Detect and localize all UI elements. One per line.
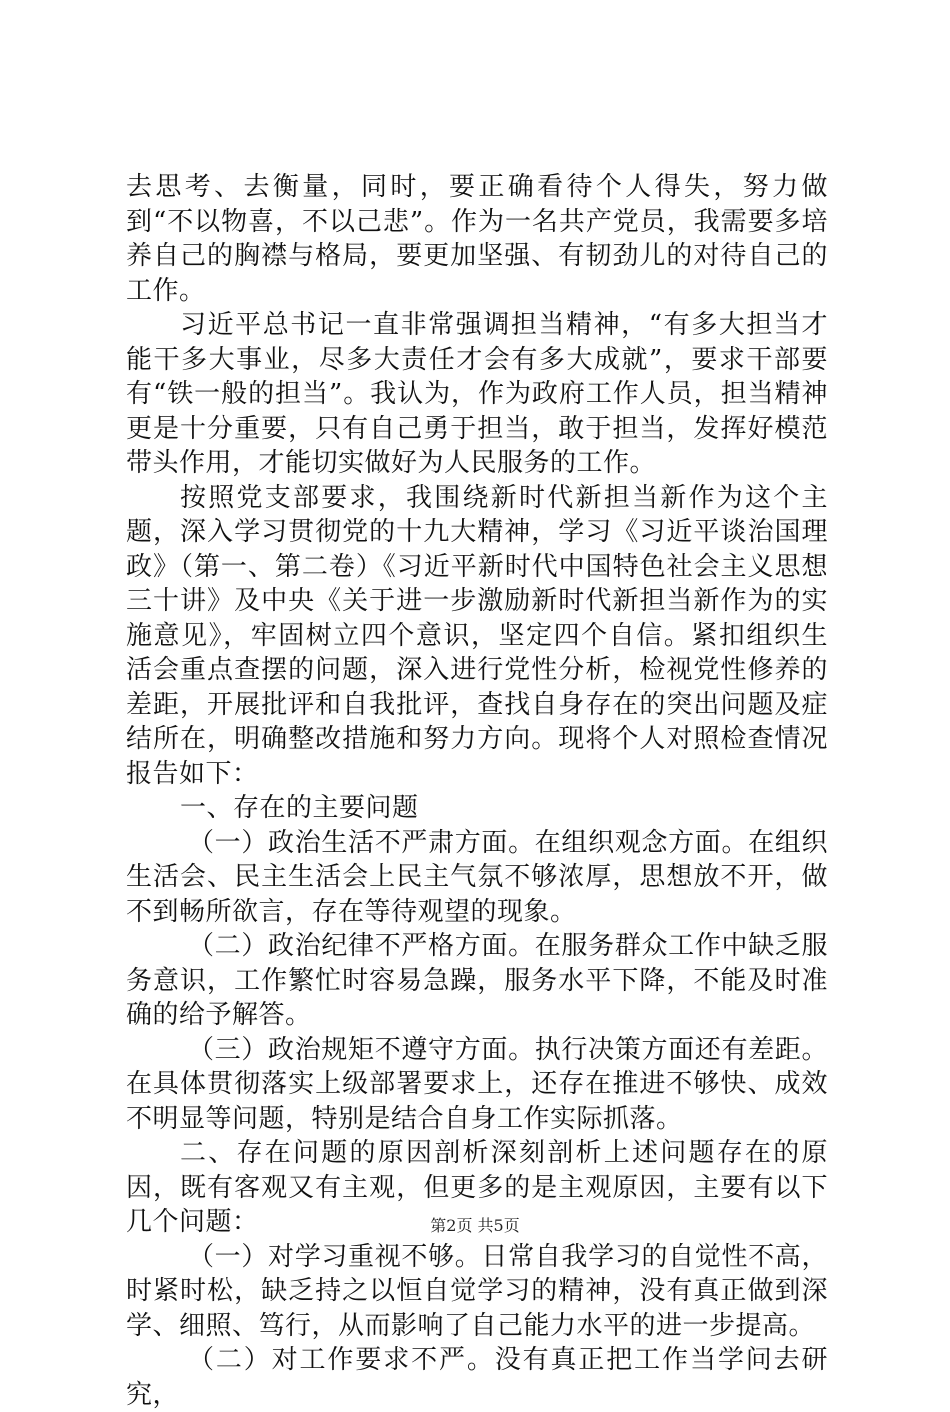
problem-item-2: （二）政治纪律不严格方面。在服务群众工作中缺乏服务意识，工作繁忙时容易急躁，服务水平下降，不能及时准确的给予解答。 (126, 931, 828, 1030)
section-heading-main-problems: 一、存在的主要问题 (180, 793, 419, 823)
cause-item-1: （一）对学习重视不够。日常自我学习的自觉性不高，时紧时松，缺乏持之以恒自觉学习的精神，没有真正做到深学、细照、笃行，从而影响了自己能力水平的进一步提高。 (126, 1241, 828, 1341)
paragraph-responsibility: 习近平总书记一直非常强调担当精神，“有多大担当才能干多大事业，尽多大责任才会有多大成就”，要求干部要有“铁一般的担当”。我认为，作为政府工作人员，担当精神更是十分重要，只有自己勇于担当，敢于担当，发挥好模范带头作用，才能切实做好为人民服务的工作。 (126, 310, 828, 478)
paragraph-study-intro: 按照党支部要求，我围绕新时代新担当新作为这个主题，深入学习贯彻党的十九大精神，学习《习近平谈治国理政》（第一、第二卷）《习近平新时代中国特色社会主义思想三十讲》及中央《关于进一步激励新时代新担当新作为的实施意见》，牢固树立四个意识，坚定四个自信。紧扣组织生活会重点查摆的问题，深入进行党性分析，检视党性修养的差距，开展批评和自我批评，查找自身存在的突出问题及症结所在，明确整改措施和努力方向。现将个人对照检查情况报告如下： (126, 482, 828, 789)
paragraph-continuation: 去思考、去衡量，同时，要正确看待个人得失，努力做到“不以物喜，不以己悲”。作为一名共产党员，我需要多培养自己的胸襟与格局，要更加坚强、有韧劲儿的对待自己的工作。 (126, 172, 828, 306)
problem-item-3: （三）政治规矩不遵守方面。执行决策方面还有差距。在具体贯彻落实上级部署要求上，还存在推进不够快、成效不明显等问题，特别是结合自身工作实际抓落。 (126, 1034, 828, 1134)
section-heading-cause-analysis: 二、存在问题的原因剖析深刻剖析上述问题存在的原因，既有客观又有主观，但更多的是主观原因，主要有以下几个问题： (126, 1138, 828, 1237)
cause-item-2: （二）对工作要求不严。没有真正把工作当学问去研究， (126, 1345, 828, 1410)
problem-item-1: （一）政治生活不严肃方面。在组织观念方面。在组织生活会、民主生活会上民主气氛不够浓厚，思想放不开，做不到畅所欲言，存在等待观望的现象。 (126, 827, 828, 927)
page-footer: 第2页 共5页 (430, 1216, 520, 1235)
